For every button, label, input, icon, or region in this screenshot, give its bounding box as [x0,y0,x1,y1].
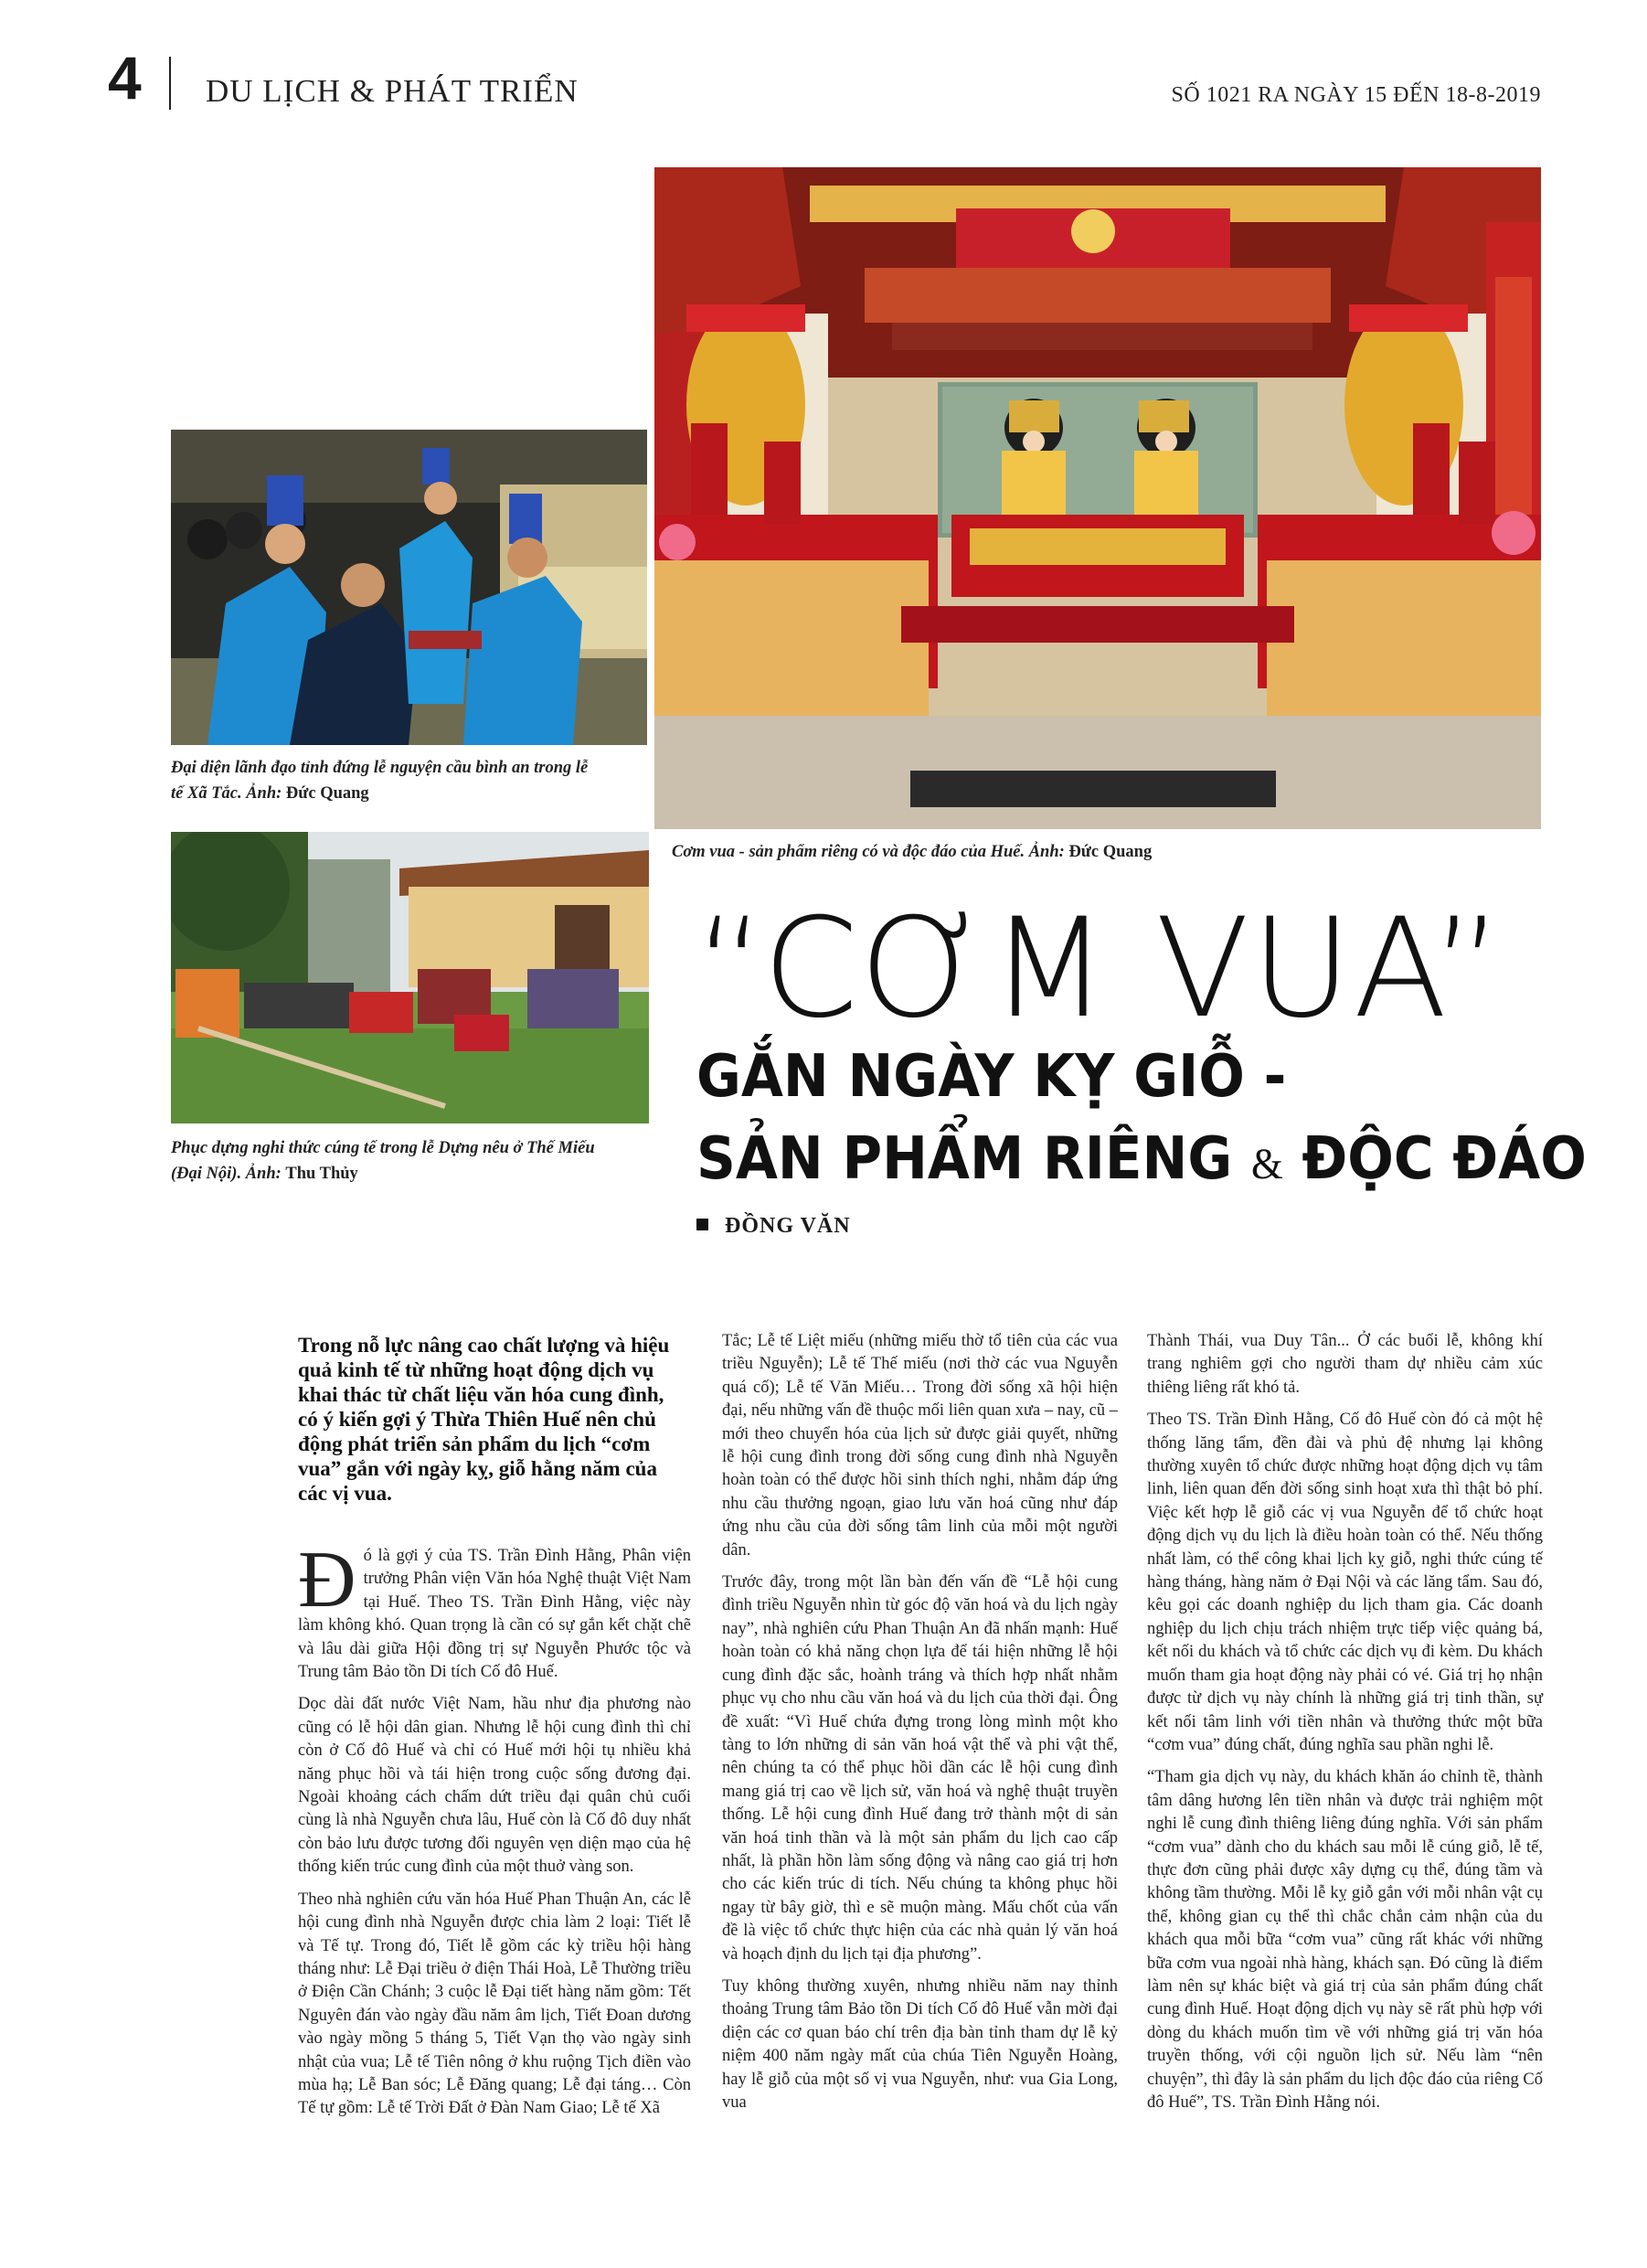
drop-cap: Đ [298,1536,356,1624]
article-column-3 [1147,1330,1543,2124]
caption-main-photo: Cơm vua - sản phẩm riêng có và độc đáo của Huế. Ảnh: Đức Quang [672,843,1153,861]
paragraph: Theo nhà nghiên cứu văn hóa Huế Phan Thuận An, các lễ hội cung đình nhà Nguyễn được chia làm 2 loại: Tiết lễ và Tế tự. Trong đó, Tiết lễ gồm các kỳ triều hội hàng tháng như: Lễ Đại triều ở điện Thái Hoà, Lễ Thường triều ở Điện Cần Chánh; 3 cuộc lễ Đại tiết hàng năm gồm: Tết Nguyên đán vào ngày đầu năm âm lịch, Tiết Đoan dương vào ngày mồng 5 tháng 5, Tiết Vạn thọ vào ngày sinh nhật của vua; Lễ tế Tiên nông ở khu ruộng Tịch điền vào mùa hạ; Lễ Ban sóc; Lễ Đăng quang; Lễ đại táng… Còn Tế tự gồm: Lễ tế Trời Đất ở Đàn Nam Giao; Lễ tế Xã [298,1890,691,2118]
headline-line-2: GẮN NGÀY KỴ GIỖ - [696,1043,1287,1111]
paragraph: Theo TS. Trần Đình Hằng, Cố đô Huế còn đó cả một hệ thống lăng tẩm, đền đài và phủ đệ nhưng lại không thường xuyên tổ chức được những hoạt động dịch vụ tâm linh, liên quan đến đời sống sinh hoạt xưa thì thật bỏ phí. Việc kết hợp lễ giỗ các vị vua Nguyễn để tổ chức hoạt động dịch vụ du lịch là điều hoàn toàn có thể. Nếu thống nhất làm, có thể công khai lịch kỵ giỗ, nghi thức cúng tế hàng tháng, hàng năm ở Đại Nội và các lăng tẩm. Sau đó, kêu gọi các doanh nghiệp du lịch tham gia. Các doanh nghiệp du lịch chịu trách nhiệm trực tiếp việc quảng bá, kết nối du khách và tổ chức các dịch vụ đi kèm. Du khách muốn tham gia hoạt động này phải có vé. Giá trị họ nhận được từ dịch vụ này chính là những giá trị tinh thần, sự kết nối tâm linh với tiền nhân và thưởng thức một bữa “cơm vua” đúng chất, đúng nghĩa sau phần nghi lễ. [1147,1411,1543,1754]
issue-date: SỐ 1021 RA NGÀY 15 ĐẾN 18-8-2019 [1171,83,1541,107]
photo-credit: Thu Thủy [285,1165,358,1183]
article-column-1: Đó là gợi ý của TS. Trần Đình Hằng, Phân viện trưởng Phân viện Văn hóa Nghệ thuật Việt Nam tại Huế. Theo TS. Trần Đình Hằng, việc này làm không khó. Quan trọng là cần có sự gắn kết chặt chẽ và lâu dài giữa Hội đồng trị sự Nguyễn Phước tộc và Trung tâm Bảo tồn Di tích Cố đô Huế. Dọc dài đất nước Việt Nam, hầu như địa phương nào cũng có lễ hội dân gian. Nhưng lễ hội cung đình thì chỉ còn ở Cố đô Huế và chỉ có Huế mới hội tụ nhiều khả năng phục hồi và tái hiện trong cuộc sống đương đại. Ngoài khoảng cách chấm dứt triều đại quân chủ cuối cùng là nhà Nguyễn chưa lâu, Huế còn là Cố đô duy nhất còn bảo lưu được tương đối nguyên vẹn diện mạo của hệ thống kiến trúc cung đình của một thuở vàng son. Theo nhà nghiên cứu văn hóa Huế Phan Thuận An, các lễ hội cung đình nhà Nguyễn được chia làm 2 loại: Tiết lễ và Tế tự. Trong đó, Tiết lễ gồm các kỳ triều hội hàng tháng như: Lễ Đại triều ở điện Thái Hoà, Lễ Thường triều ở Điện Cần Chánh; 3 cuộc lễ Đại tiết hàng năm gồm: Tết Nguyên đán vào ngày đầu năm âm lịch, Tiết Đoan dương vào ngày mồng 5 tháng 5, Tiết Vạn thọ vào ngày sinh nhật của vua; Lễ tế Tiên nông ở khu ruộng Tịch điền vào mùa hạ; Lễ Ban sóc; Lễ Đăng quang; Lễ đại táng… Còn Tế tự gồm: Lễ tế Trời Đất ở Đàn Nam Giao; Lễ tế Xã [298,1545,691,2130]
photo-ceremony-xa-tac [171,430,647,745]
paragraph: Tắc; Lễ tế Liệt miếu (những miếu thờ tổ tiên của các vua triều Nguyễn); Lễ tế Thế miếu (nơi thờ các vua Nguyễn quá cố); Lễ tế Văn Miếu… Trong đời sống xã hội hiện đại, nếu những vấn đề thuộc mối liên quan xưa – nay, cũ – mới theo chuyển hóa của lịch sử được giải quyết, những lễ hội cung đình trong đời sống cung đình nhà Nguyễn hoàn toàn có thể được hồi sinh thích nghi, nhằm đáp ứng nhu cầu thưởng ngoạn, giao lưu văn hoá cũng như đáp ứng nhu cầu của đời sống tâm linh của mỗi một người dân. [722,1332,1118,1560]
photo-credit: Đức Quang [285,784,369,803]
headline-main: “CƠM VUA” [695,889,1505,1049]
photo-credit: Đức Quang [1068,843,1153,861]
square-bullet-icon [696,1219,708,1230]
paragraph: Dọc dài đất nước Việt Nam, hầu như địa phương nào cũng có lễ hội dân gian. Nhưng lễ hội cung đình thì chỉ còn ở Cố đô Huế và chỉ có Huế mới hội tụ nhiều khả năng phục hồi và tái hiện trong cuộc sống đương đại. Ngoài khoảng cách chấm dứt triều đại quân chủ cuối cùng là nhà Nguyễn chưa lâu, Huế còn là Cố đô duy nhất còn bảo lưu được tương đối nguyên vẹn diện mạo của hệ thống kiến trúc cung đình của một thuở vàng son. [298,1695,691,1877]
page-number: 4 [108,44,142,112]
author-byline: ĐỒNG VĂN [696,1214,851,1239]
section-title: DU LỊCH & PHÁT TRIỂN [206,73,579,109]
photo-dung-neu-the-mieu [171,832,649,1123]
article-column-2 [722,1330,1118,2124]
paragraph: Trước đây, trong một lần bàn đến vấn đề “Lễ hội cung đình triều Nguyễn nhìn từ góc độ văn hoá và du lịch ngày nay”, nhà nghiên cứu Phan Thuận An đã nhấn mạnh: Huế hoàn toàn có khả năng chọn lựa để tái hiện những lễ hội cung đình đặc sắc, hoành tráng và thích hợp nhất nhằm phục vụ cho nhu cầu văn hoá và du lịch của thời đại. Ông đề xuất: “Vì Huế chứa đựng trong lòng mình một kho tàng to lớn những di sản văn hoá vật thể và phi vật thể, nên chúng ta có thể phục hồi dần các lễ hội cung đình mang giá trị cao về lịch sử, văn hoá và nghệ thuật truyền thống. Lễ hội cung đình Huế đang trở thành một di sản văn hoá tinh thần và là một sản phẩm du lịch cao cấp nhất, là phần hồn làm sống động và nâng cao giá trị hơn cho các kiến trúc di tích. Nếu chúng ta không phục hồi ngay từ bây giờ, thì e sẽ muộn màng. Mấu chốt của vấn đề là việc tổ chức thực hiện của các nhà quản lý văn hoá và hoạch định du lịch tại địa phương”. [722,1573,1118,1964]
headline-line-3: SẢN PHẨM RIÊNG & ĐỘC ĐÁO [696,1125,1587,1193]
caption-top-left: Đại diện lãnh đạo tỉnh đứng lễ nguyện cầu bình an trong lễ tế Xã Tắc. Ảnh: Đức Quang [171,759,589,803]
paragraph: “Tham gia dịch vụ này, du khách khăn áo chỉnh tề, thành tâm dâng hương lên tiền nhân và được trải nghiệm một nghi lễ cung đình thiêng liêng đúng nghĩa. Với sản phẩm “cơm vua” dành cho du khách sau mỗi lễ cúng giỗ, lễ tế, thực đơn cũng phải được xây dựng cụ thể, đúng tầm và không tầm thường. Mỗi lễ kỵ giỗ gắn với mỗi nhân vật cụ thể, không gian cụ thể thì chắc chắn cảm nhận của du khách qua mỗi bữa “cơm vua” cũng rất khác với những bữa cơm vua ngoài nhà hàng, khách sạn. Đó cũng là điểm làm nên sự khác biệt và giá trị của sản phẩm đúng chất cung đình Huế. Hoạt động dịch vụ này sẽ rất phù hợp với dòng du khách muốn tìm về với những giá trị văn hóa truyền thống, với cội nguồn lịch sử. Nếu làm “nên chuyện”, thì đây là sản phẩm du lịch độc đáo của riêng Cố đô Huế”, TS. Trần Đình Hằng nói. [1147,1768,1543,2112]
header-divider [169,57,171,110]
caption-bottom-left: Phục dựng nghi thức cúng tế trong lễ Dựng nêu ở Thế Miếu (Đại Nội). Ảnh: Thu Thủy [171,1139,595,1183]
photo-com-vua-altar [654,167,1541,829]
paragraph: Tuy không thường xuyên, nhưng nhiều năm nay thỉnh thoảng Trung tâm Bảo tồn Di tích Cố đô Huế vẫn mời đại diện các cơ quan báo chí trên địa bàn tỉnh tham dự lễ kỷ niệm 400 năm ngày mất của chúa Tiên Nguyễn Hoàng, hay lễ giỗ của một số vị vua Nguyễn, như: vua Gia Long, vua [722,1976,1118,2112]
article-lead: Trong nỗ lực nâng cao chất lượng và hiệu quả kinh tế từ những hoạt động dịch vụ khai thác từ chất liệu văn hóa cung đình, có ý kiến gợi ý Thừa Thiên Huế nên chủ động phát triển sản phẩm du lịch “cơm vua” gắn với ngày kỵ, giỗ hằng năm của các vị vua. [298,1334,670,1505]
paragraph: Thành Thái, vua Duy Tân... Ở các buổi lễ, không khí trang nghiêm gợi cho người tham dự nhiều cảm xúc thiêng liêng rất khó tả. [1147,1332,1543,1397]
headline-sub [696,1036,1587,1206]
